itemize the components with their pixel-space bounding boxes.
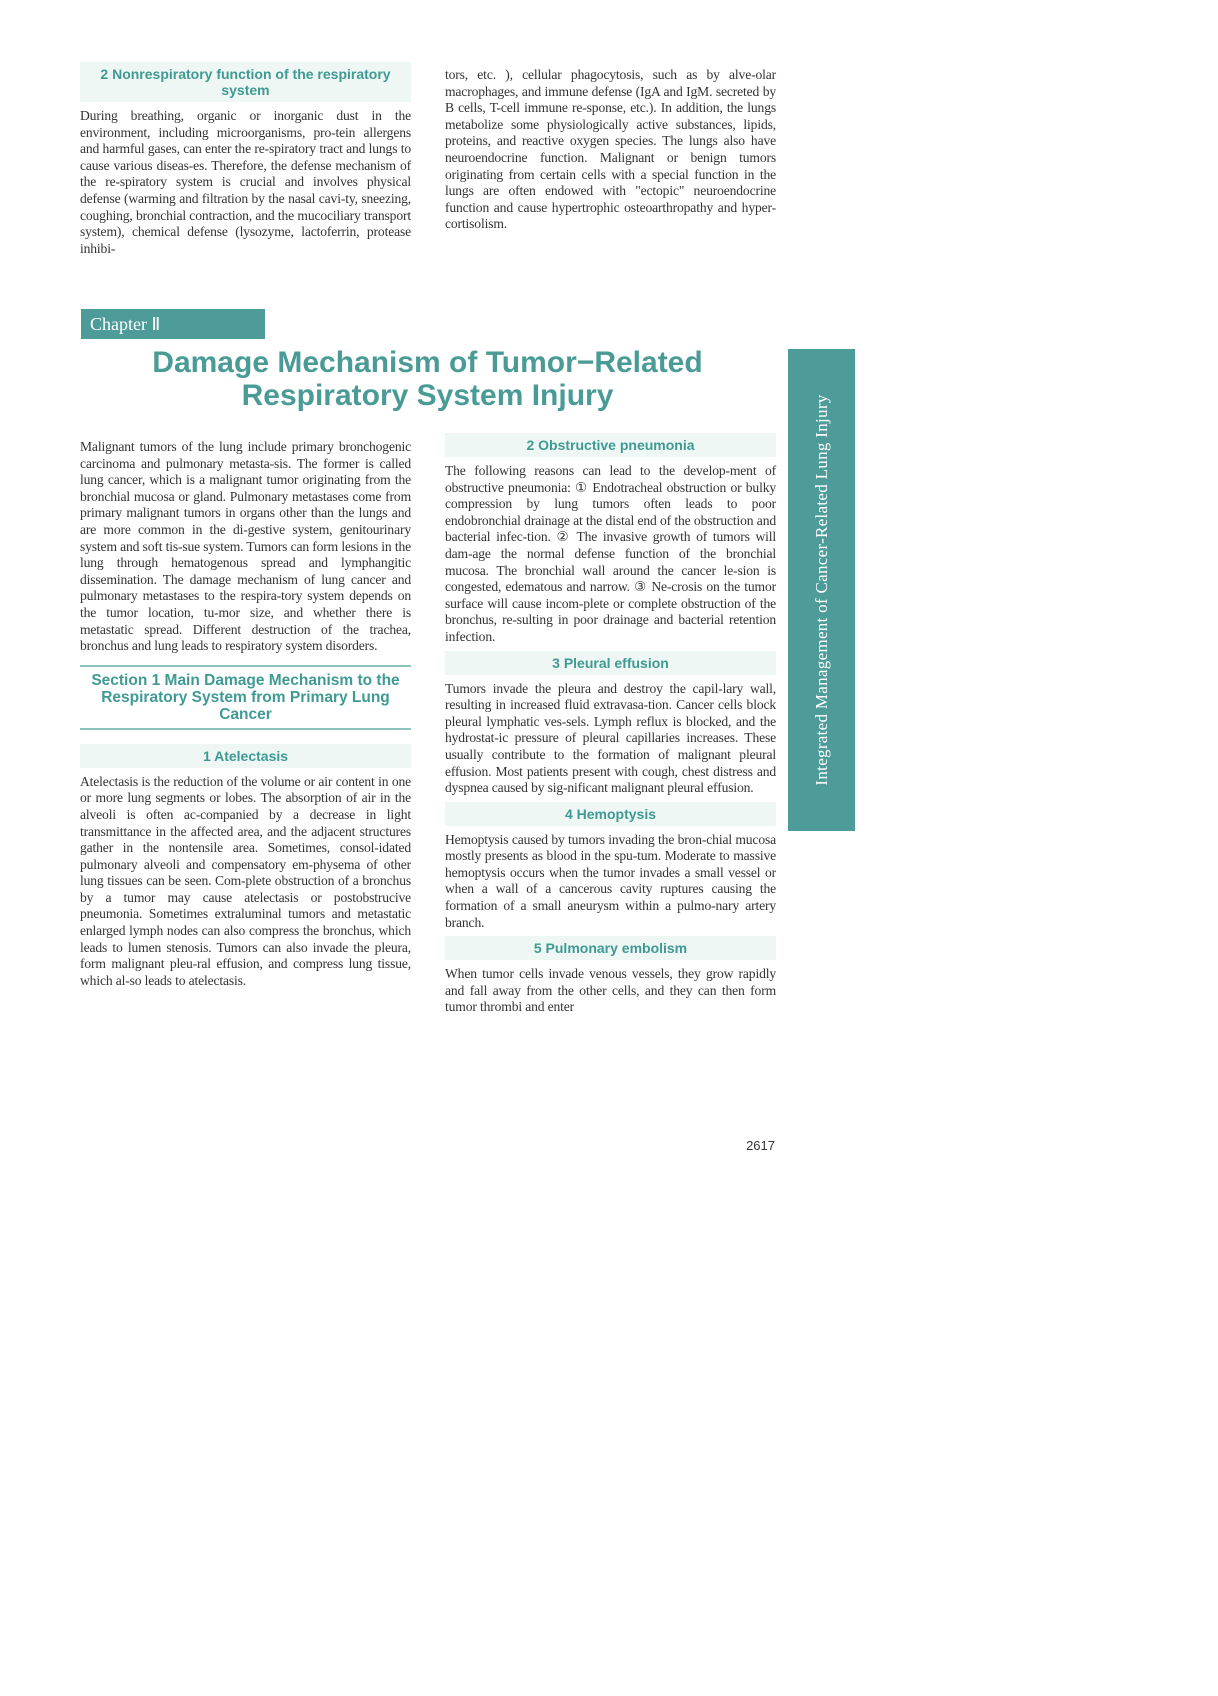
subsection-heading: 2 Nonrespiratory function of the respiratory system: [80, 62, 411, 102]
subsection-heading: 3 Pleural effusion: [445, 651, 776, 675]
subsection-heading: 2 Obstructive pneumonia: [445, 433, 776, 457]
top-right-column: [445, 67, 776, 233]
subsection-heading: 4 Hemoptysis: [445, 802, 776, 826]
section-heading: Section 1 Main Damage Mechanism to the Respiratory System from Primary Lung Cancer: [80, 665, 411, 730]
page-number: 2617: [746, 1138, 775, 1153]
chapter-title: Damage Mechanism of Tumor−Related Respiratory System Injury: [152, 346, 703, 412]
side-tab-text: Integrated Management of Cancer-Related Lung Injury: [811, 394, 831, 786]
body-text: Hemoptysis caused by tumors invading the bron-chial mucosa mostly presents as blood in the spu-tum. Moderate to massive hemoptysis occurs when the tumor invades a small vessel or when a wall of a cancerous cavity ruptures causing the formation of a small aneurysm within a pulmo-nary artery branch.: [445, 831, 776, 930]
right-column: [445, 433, 776, 1016]
body-text: The following reasons can lead to the develop-ment of obstructive pneumonia: ① Endotracheal obstruction or bulky compression by lung tumors often leads to poor endobronchial drainage at the distal end of the obstruction and bacterial infec-tion. ② The invasive growth of tumors will dam-age the normal defense function of the bronchial mucosa. The bronchial wall around the cancer le-sion is congested, edematous and narrow. ③ Ne-crosis on the tumor surface will cause incom-plete or complete obstruction of the bronchus, re-sulting in poor drainage and bacterial retention infection.: [445, 463, 776, 644]
left-column: [80, 439, 411, 989]
chapter-label: Chapter Ⅱ: [81, 309, 265, 339]
body-text: During breathing, organic or inorganic dust in the environment, including microorganisms, pro-tein allergens and harmful gases, can enter the re-spiratory tract and lungs to cause various diseas-es. Therefore, the defense mechanism of the re-spiratory system is crucial and involves physical defense (warming and filtration by the nasal cavi-ty, sneezing, coughing, bronchial contraction, and the mucociliary transport system), chemical defense (lysozyme, lactoferrin, protease inhibi-: [80, 108, 411, 256]
subsection-heading: 5 Pulmonary embolism: [445, 936, 776, 960]
side-tab: [788, 349, 855, 831]
body-text: Tumors invade the pleura and destroy the capil-lary wall, resulting in increased fluid extravasa-tion. Cancer cells block pleural lymphatic ves-sels. Lymph reflux is blocked, and the hydrostat-ic pressure of pleural capillaries increases. These usually contribute to the formation of malignant pleural effusion. Most patients present with cough, chest distress and dyspnea caused by sig-nificant malignant pleural effusion.: [445, 680, 776, 796]
body-text: tors, etc. ), cellular phagocytosis, such as by alve-olar macrophages, and immune defense (IgA and IgM. secreted by B cells, T-cell immune re-sponse, etc.). In addition, the lungs metabolize some physiologically active substances, lipids, proteins, and reactive oxygen species. The lungs also have neuroendocrine function. Malignant or benign tumors originating from certain cells with a special function in the lungs are often endowed with "ectopic" neuroendocrine function and cause hypertrophic osteoarthropathy and hyper-cortisolism.: [445, 67, 776, 232]
intro-text: Malignant tumors of the lung include primary bronchogenic carcinoma and pulmonary metasta-sis. The former is called lung cancer, which is a malignant tumor originating from the bronchial mucosa or gland. Pulmonary metastases come from primary malignant tumors in organs other than the lungs and are more common in the di-gestive system, genitourinary system and soft tis-sue system. Tumors can form lesions in the lung through hematogenous spread and lymphangitic dissemination. The damage mechanism of lung cancer and pulmonary metastases to the respira-tory system depends on the tumor location, tu-mor size, and whether there is metastatic spread. Different destruction of the trachea, bronchus and lung leads to respiratory system disorders.: [80, 439, 411, 654]
top-left-column: [80, 62, 411, 257]
body-text: Atelectasis is the reduction of the volume or air content in one or more lung segments or lobes. The absorption of air in the alveoli is often ac-companied by a decrease in light transmittance in the affected area, and the adjacent structures gather in the nontensile area. Sometimes, consol-idated pulmonary alveoli and compensatory em-physema of other lung tissues can be seen. Com-plete obstruction of a bronchus by a tumor may cause atelectasis or postobstrucive pneumonia. Sometimes extraluminal tumors and metastatic enlarged lymph nodes can also compress the bronchus, which leads to lumen stenosis. Tumors can also invade the pleura, form malignant pleu-ral effusion, and compress lung tissue, which al-so leads to atelectasis.: [80, 773, 411, 988]
body-text: When tumor cells invade venous vessels, they grow rapidly and fall away from the other cells, and they can then form tumor thrombi and enter: [445, 966, 776, 1015]
subsection-heading: 1 Atelectasis: [80, 744, 411, 768]
